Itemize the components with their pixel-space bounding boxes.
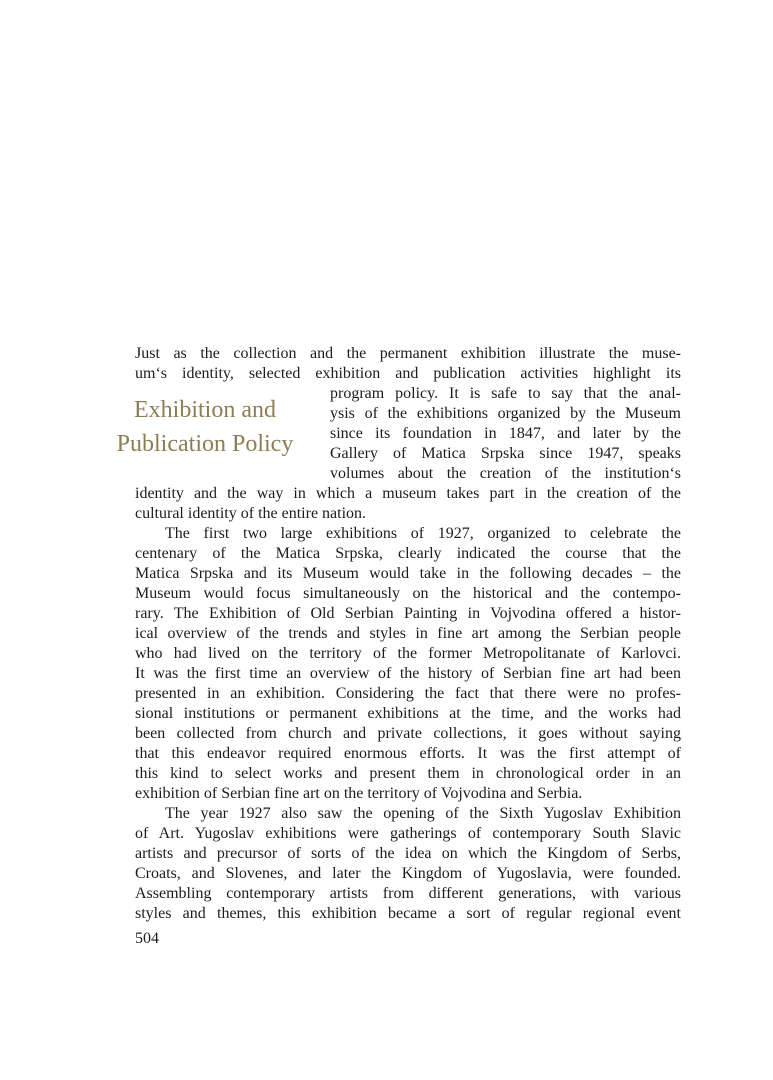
text-line: styles and themes, this exhibition became a sort of regular regional event [135,905,681,922]
text-line: this kind to select works and present them in chronological order in an [135,765,681,782]
text-line: The year 1927 also saw the opening of the Sixth Yugoslav Exhibition [165,805,681,822]
text-line: Museum would focus simultaneously on the historical and the contempo- [135,585,681,602]
text-line: rary. The Exhibition of Old Serbian Painting in Vojvodina offered a histor- [135,605,681,622]
text-line: program policy. It is safe to say that the anal- [330,385,681,402]
text-line: Assembling contemporary artists from different generations, with various [135,885,681,902]
body-text [135,344,681,924]
page-number: 504 [135,930,159,947]
text-line: ical overview of the trends and styles in fine art among the Serbian people [135,625,681,642]
text-line: Gallery of Matica Srpska since 1947, speaks [330,445,681,462]
chapter-heading-line-1: Exhibition and [134,397,276,423]
text-line: that this endeavor required enormous efforts. It was the first attempt of [135,745,681,762]
paragraph-3 [135,804,681,924]
text-line: The first two large exhibitions of 1927, organized to celebrate the [165,525,681,542]
text-line: Just as the collection and the permanent exhibition illustrate the muse- [135,345,681,362]
paragraph-2 [135,524,681,804]
text-line: ysis of the exhibitions organized by the Museum [330,405,681,422]
text-line: presented in an exhibition. Considering the fact that there were no profes- [135,685,681,702]
paragraph-1-after-heading [135,484,681,524]
text-line: It was the first time an overview of the history of Serbian fine art had been [135,665,681,682]
paragraph-1-before-heading [135,344,681,384]
text-line: of Art. Yugoslav exhibitions were gatherings of contemporary South Slavic [135,825,681,842]
text-line: who had lived on the territory of the former Metropolitanate of Karlovci. [135,645,681,662]
text-line: since its foundation in 1847, and later by the [330,425,681,442]
text-line: centenary of the Matica Srpska, clearly indicated the course that the [135,545,681,562]
text-line: Croats, and Slovenes, and later the Kingdom of Yugoslavia, were founded. [135,865,681,882]
text-line: exhibition of Serbian fine art on the territory of Vojvodina and Serbia. [135,785,583,802]
text-line: sional institutions or permanent exhibitions at the time, and the works had [135,705,681,722]
paragraph-1-beside-heading [330,384,681,484]
text-line: been collected from church and private collections, it goes without saying [135,725,681,742]
text-line: volumes about the creation of the institution‘s [330,465,681,482]
text-line: identity and the way in which a museum takes part in the creation of the [135,485,681,502]
text-line: um‘s identity, selected exhibition and publication activities highlight its [135,365,681,382]
text-line: cultural identity of the entire nation. [135,505,367,522]
chapter-heading-line-2: Publication Policy [116,431,294,457]
text-line: Matica Srpska and its Museum would take in the following decades – the [135,565,681,582]
text-line: artists and precursor of sorts of the idea on which the Kingdom of Serbs, [135,845,681,862]
